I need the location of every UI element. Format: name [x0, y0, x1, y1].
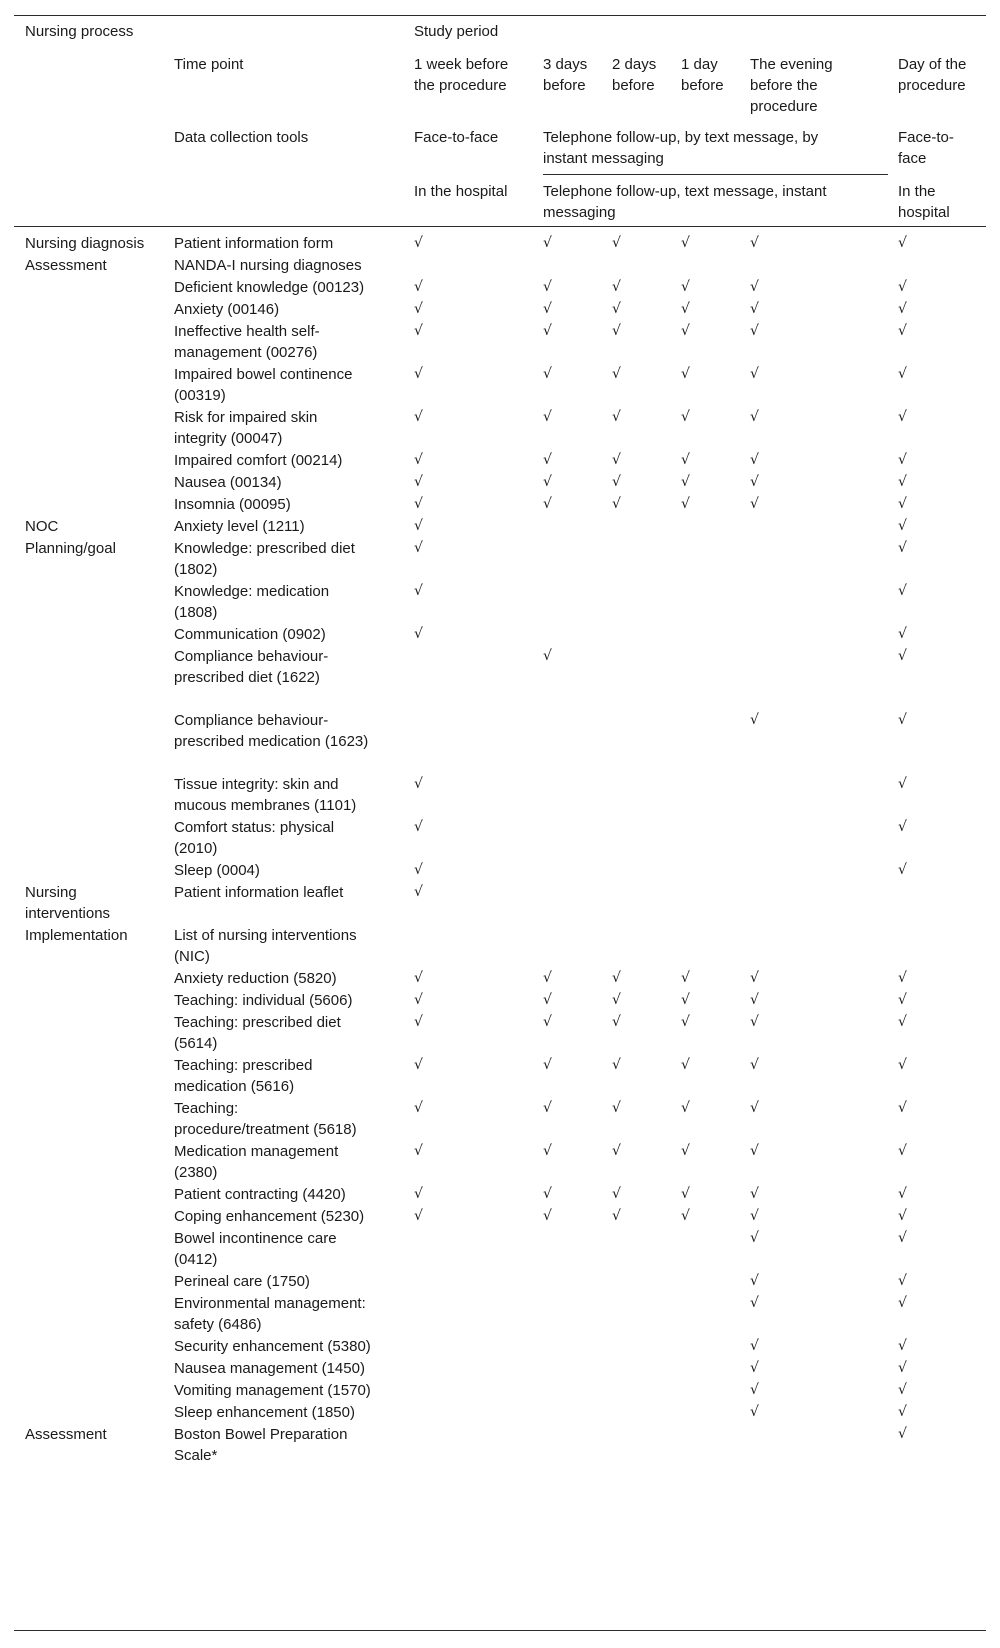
check-mark-icon: √: [681, 279, 690, 295]
header-bottom-rule: [14, 226, 986, 227]
check-mark-icon: √: [414, 540, 423, 556]
table-bottom-rule: [14, 1630, 986, 1631]
check-mark-icon: √: [750, 1404, 759, 1420]
check-mark-icon: √: [612, 474, 621, 490]
check-mark-icon: √: [681, 1057, 690, 1073]
check-mark-icon: √: [681, 235, 690, 251]
check-mark-icon: √: [898, 819, 907, 835]
row-item-label: Impaired comfort (00214): [174, 452, 343, 469]
check-mark-icon: √: [543, 1014, 552, 1030]
row-item-label: Tissue integrity: skin and mucous membranes (1101): [174, 776, 357, 814]
check-mark-icon: √: [414, 1208, 423, 1224]
check-mark-icon: √: [414, 970, 423, 986]
header-data-collection-label: Data collection tools: [174, 129, 309, 146]
check-mark-icon: √: [750, 452, 759, 468]
row-item-label: Nausea management (1450): [174, 1360, 365, 1377]
check-mark-icon: √: [414, 279, 423, 295]
check-mark-icon: √: [681, 452, 690, 468]
check-mark-icon: √: [898, 1230, 907, 1246]
check-mark-icon: √: [681, 301, 690, 317]
header-time-point-1wk: 1 week before the procedure: [414, 56, 509, 94]
row-item-label: NANDA-I nursing diagnoses: [174, 257, 362, 274]
check-mark-icon: √: [612, 452, 621, 468]
check-mark-icon: √: [750, 1186, 759, 1202]
check-mark-icon: √: [898, 301, 907, 317]
row-item-label: Ineffective health self-management (00276): [174, 323, 320, 361]
check-mark-icon: √: [750, 712, 759, 728]
check-mark-icon: √: [612, 496, 621, 512]
check-mark-icon: √: [612, 301, 621, 317]
check-mark-icon: √: [898, 235, 907, 251]
check-mark-icon: √: [898, 279, 907, 295]
check-mark-icon: √: [414, 1100, 423, 1116]
check-mark-icon: √: [898, 323, 907, 339]
row-item-label: Knowledge: medication (1808): [174, 583, 330, 621]
row-process-label: Nursing diagnosis: [25, 235, 145, 252]
check-mark-icon: √: [750, 235, 759, 251]
check-mark-icon: √: [414, 1143, 423, 1159]
row-item-label: Teaching: prescribed medication (5616): [174, 1057, 313, 1095]
check-mark-icon: √: [612, 1100, 621, 1116]
check-mark-icon: √: [612, 1057, 621, 1073]
row-item-label: Sleep enhancement (1850): [174, 1404, 355, 1421]
row-item-label: Knowledge: prescribed diet (1802): [174, 540, 355, 578]
header-telephone-followup-2: Telephone follow-up, text message, instant messaging: [543, 183, 827, 221]
row-process-label: Implementation: [25, 927, 128, 944]
row-item-label: Security enhancement (5380): [174, 1338, 371, 1355]
check-mark-icon: √: [681, 1143, 690, 1159]
check-mark-icon: √: [414, 884, 423, 900]
check-mark-icon: √: [612, 970, 621, 986]
check-mark-icon: √: [898, 366, 907, 382]
row-item-label: Patient information leaflet: [174, 884, 344, 901]
check-mark-icon: √: [898, 1338, 907, 1354]
check-mark-icon: √: [543, 1208, 552, 1224]
row-item-label: Anxiety reduction (5820): [174, 970, 337, 987]
check-mark-icon: √: [898, 776, 907, 792]
check-mark-icon: √: [414, 235, 423, 251]
check-mark-icon: √: [681, 323, 690, 339]
check-mark-icon: √: [750, 366, 759, 382]
check-mark-icon: √: [543, 235, 552, 251]
check-mark-icon: √: [414, 409, 423, 425]
check-mark-icon: √: [898, 518, 907, 534]
header-face-to-face: Face-to-face: [414, 129, 499, 146]
check-mark-icon: √: [543, 409, 552, 425]
check-mark-icon: √: [681, 992, 690, 1008]
check-mark-icon: √: [414, 1014, 423, 1030]
check-mark-icon: √: [414, 474, 423, 490]
check-mark-icon: √: [543, 496, 552, 512]
check-mark-icon: √: [750, 1273, 759, 1289]
check-mark-icon: √: [681, 474, 690, 490]
check-mark-icon: √: [612, 409, 621, 425]
check-mark-icon: √: [898, 712, 907, 728]
row-item-label: Patient information form: [174, 235, 334, 252]
check-mark-icon: √: [898, 626, 907, 642]
check-mark-icon: √: [543, 1143, 552, 1159]
row-item-label: Comfort status: physical (2010): [174, 819, 335, 857]
row-item-label: Compliance behaviour-prescribed medication (1623): [174, 712, 369, 750]
check-mark-icon: √: [414, 323, 423, 339]
check-mark-icon: √: [414, 626, 423, 642]
header-telephone-followup: Telephone follow-up, by text message, by instant messaging: [543, 129, 819, 167]
check-mark-icon: √: [612, 992, 621, 1008]
row-item-label: Bowel incontinence care (0412): [174, 1230, 337, 1268]
header-time-point-label: Time point: [174, 56, 244, 73]
row-item-label: Vomiting management (1570): [174, 1382, 371, 1399]
check-mark-icon: √: [750, 1143, 759, 1159]
check-mark-icon: √: [898, 1382, 907, 1398]
check-mark-icon: √: [414, 452, 423, 468]
check-mark-icon: √: [750, 1382, 759, 1398]
check-mark-icon: √: [750, 1295, 759, 1311]
check-mark-icon: √: [898, 1295, 907, 1311]
check-mark-icon: √: [681, 1186, 690, 1202]
header-time-point-day: Day of the procedure: [898, 56, 967, 94]
check-mark-icon: √: [681, 1100, 690, 1116]
check-mark-icon: √: [750, 1100, 759, 1116]
check-mark-icon: √: [681, 970, 690, 986]
check-mark-icon: √: [543, 366, 552, 382]
row-item-label: Anxiety (00146): [174, 301, 280, 318]
check-mark-icon: √: [898, 992, 907, 1008]
check-mark-icon: √: [543, 279, 552, 295]
check-mark-icon: √: [750, 279, 759, 295]
row-process-label: Assessment: [25, 1426, 107, 1443]
check-mark-icon: √: [543, 992, 552, 1008]
check-mark-icon: √: [898, 648, 907, 664]
row-item-label: Coping enhancement (5230): [174, 1208, 365, 1225]
check-mark-icon: √: [750, 1057, 759, 1073]
check-mark-icon: √: [750, 301, 759, 317]
header-face-to-face-day: Face-to-face: [898, 129, 954, 167]
check-mark-icon: √: [612, 1208, 621, 1224]
check-mark-icon: √: [898, 1404, 907, 1420]
check-mark-icon: √: [898, 1208, 907, 1224]
check-mark-icon: √: [414, 518, 423, 534]
check-mark-icon: √: [898, 1186, 907, 1202]
header-time-point-1d: 1 day before: [681, 56, 724, 94]
check-mark-icon: √: [898, 1273, 907, 1289]
check-mark-icon: √: [543, 1057, 552, 1073]
header-time-point-3d: 3 days before: [543, 56, 588, 94]
row-item-label: Compliance behaviour-prescribed diet (1622): [174, 648, 329, 686]
check-mark-icon: √: [898, 1360, 907, 1376]
row-item-label: Nausea (00134): [174, 474, 282, 491]
row-item-label: Anxiety level (1211): [174, 518, 305, 535]
check-mark-icon: √: [414, 1057, 423, 1073]
check-mark-icon: √: [750, 409, 759, 425]
check-mark-icon: √: [543, 648, 552, 664]
row-item-label: Insomnia (00095): [174, 496, 291, 513]
check-mark-icon: √: [612, 1186, 621, 1202]
check-mark-icon: √: [414, 301, 423, 317]
row-item-label: Risk for impaired skin integrity (00047): [174, 409, 318, 447]
check-mark-icon: √: [750, 1360, 759, 1376]
table-top-rule: [14, 15, 986, 16]
check-mark-icon: √: [681, 496, 690, 512]
check-mark-icon: √: [681, 1014, 690, 1030]
check-mark-icon: √: [750, 1230, 759, 1246]
row-item-label: Deficient knowledge (00123): [174, 279, 365, 296]
check-mark-icon: √: [414, 583, 423, 599]
row-item-label: Boston Bowel Preparation Scale*: [174, 1426, 348, 1464]
row-item-label: Patient contracting (4420): [174, 1186, 346, 1203]
check-mark-icon: √: [898, 862, 907, 878]
check-mark-icon: √: [898, 540, 907, 556]
check-mark-icon: √: [414, 1186, 423, 1202]
row-item-label: Sleep (0004): [174, 862, 260, 879]
check-mark-icon: √: [898, 496, 907, 512]
check-mark-icon: √: [750, 1208, 759, 1224]
row-process-label: NOC: [25, 518, 59, 535]
row-item-label: Environmental management: safety (6486): [174, 1295, 366, 1333]
check-mark-icon: √: [750, 992, 759, 1008]
check-mark-icon: √: [543, 323, 552, 339]
check-mark-icon: √: [750, 1014, 759, 1030]
check-mark-icon: √: [414, 496, 423, 512]
row-item-label: Impaired bowel continence (00319): [174, 366, 353, 404]
check-mark-icon: √: [543, 474, 552, 490]
row-item-label: Teaching: prescribed diet (5614): [174, 1014, 341, 1052]
check-mark-icon: √: [612, 323, 621, 339]
check-mark-icon: √: [898, 474, 907, 490]
check-mark-icon: √: [414, 819, 423, 835]
check-mark-icon: √: [750, 1338, 759, 1354]
check-mark-icon: √: [898, 1014, 907, 1030]
check-mark-icon: √: [898, 1100, 907, 1116]
row-item-label: Teaching: individual (5606): [174, 992, 353, 1009]
header-sub-rule: [543, 174, 888, 175]
check-mark-icon: √: [681, 409, 690, 425]
check-mark-icon: √: [414, 366, 423, 382]
row-item-label: List of nursing interventions (NIC): [174, 927, 357, 965]
check-mark-icon: √: [543, 452, 552, 468]
check-mark-icon: √: [414, 862, 423, 878]
check-mark-icon: √: [612, 279, 621, 295]
check-mark-icon: √: [612, 1014, 621, 1030]
row-process-label: Nursing interventions: [25, 884, 111, 922]
check-mark-icon: √: [414, 776, 423, 792]
check-mark-icon: √: [543, 1100, 552, 1116]
header-study-period: Study period: [414, 23, 499, 40]
row-item-label: Communication (0902): [174, 626, 326, 643]
header-time-point-evening: The evening before the procedure: [750, 56, 833, 115]
check-mark-icon: √: [898, 970, 907, 986]
check-mark-icon: √: [543, 1186, 552, 1202]
header-nursing-process: Nursing process: [25, 23, 134, 40]
check-mark-icon: √: [681, 366, 690, 382]
check-mark-icon: √: [750, 323, 759, 339]
check-mark-icon: √: [750, 970, 759, 986]
check-mark-icon: √: [898, 409, 907, 425]
check-mark-icon: √: [612, 235, 621, 251]
row-process-label: Assessment: [25, 257, 107, 274]
check-mark-icon: √: [898, 452, 907, 468]
check-mark-icon: √: [543, 970, 552, 986]
check-mark-icon: √: [898, 1426, 907, 1442]
check-mark-icon: √: [612, 1143, 621, 1159]
check-mark-icon: √: [543, 301, 552, 317]
check-mark-icon: √: [898, 1057, 907, 1073]
check-mark-icon: √: [681, 1208, 690, 1224]
check-mark-icon: √: [414, 992, 423, 1008]
header-in-hospital: In the hospital: [414, 183, 508, 200]
row-process-label: Planning/goal: [25, 540, 116, 557]
check-mark-icon: √: [898, 1143, 907, 1159]
header-time-point-2d: 2 days before: [612, 56, 657, 94]
row-item-label: Perineal care (1750): [174, 1273, 310, 1290]
check-mark-icon: √: [750, 474, 759, 490]
header-in-hospital-day: In the hospital: [898, 183, 950, 221]
check-mark-icon: √: [612, 366, 621, 382]
check-mark-icon: √: [750, 496, 759, 512]
check-mark-icon: √: [898, 583, 907, 599]
row-item-label: Medication management (2380): [174, 1143, 339, 1181]
row-item-label: Teaching: procedure/treatment (5618): [174, 1100, 357, 1138]
